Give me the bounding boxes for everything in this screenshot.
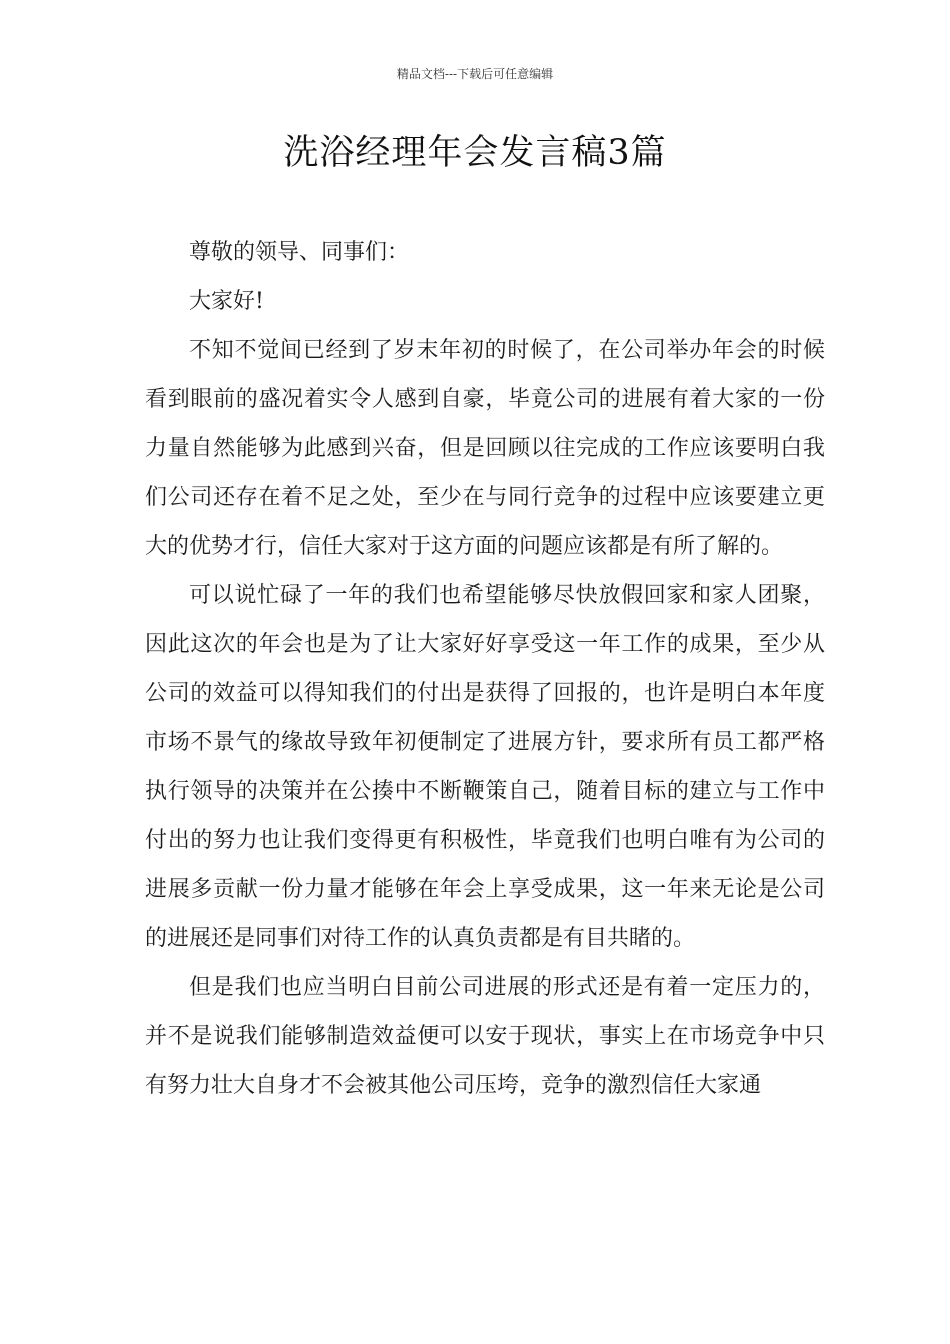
document-body (145, 228, 825, 1110)
document-title: 洗浴经理年会发言稿3篇 (283, 133, 667, 173)
header-note: 精品文档---下载后可任意编辑 (396, 67, 554, 81)
body-paragraph: 可以说忙碌了一年的我们也希望能够尽快放假回家和家人团聚，因此这次的年会也是为了让大家好好享受这一年工作的成果，至少从公司的效益可以得知我们的付出是获得了回报的，也许是明白本年度市场不景气的缘故导致年初便制定了进展方针，要求所有员工都严格执行领导的决策并在公揍中不断鞭策自己，随着目标的建立与工作中付出的努力也让我们变得更有积极性，毕竟我们也明白唯有为公司的进展多贡献一份力量才能够在年会上享受成果，这一年来无论是公司的进展还是同事们对待工作的认真负责都是有目共睹的。 (145, 583, 825, 951)
body-paragraph: 但是我们也应当明白目前公司进展的形式还是有着一定压力的，并不是说我们能够制造效益便可以安于现状，事实上在市场竞争中只有努力壮大自身才不会被其他公司压垮，竞争的激烈信任大家通 (145, 975, 825, 1098)
body-paragraph: 不知不觉间已经到了岁末年初的时候了，在公司举办年会的时候看到眼前的盛况着实令人感到自豪，毕竟公司的进展有着大家的一份力量自然能够为此感到兴奋，但是回顾以往完成的工作应该要明白我们公司还存在着不足之处，至少在与同行竞争的过程中应该要建立更大的优势才行，信任大家对于这方面的问题应该都是有所了解的。 (145, 338, 825, 559)
greeting: 大家好! (189, 289, 264, 314)
salutation: 尊敬的领导、同事们： (189, 240, 410, 265)
